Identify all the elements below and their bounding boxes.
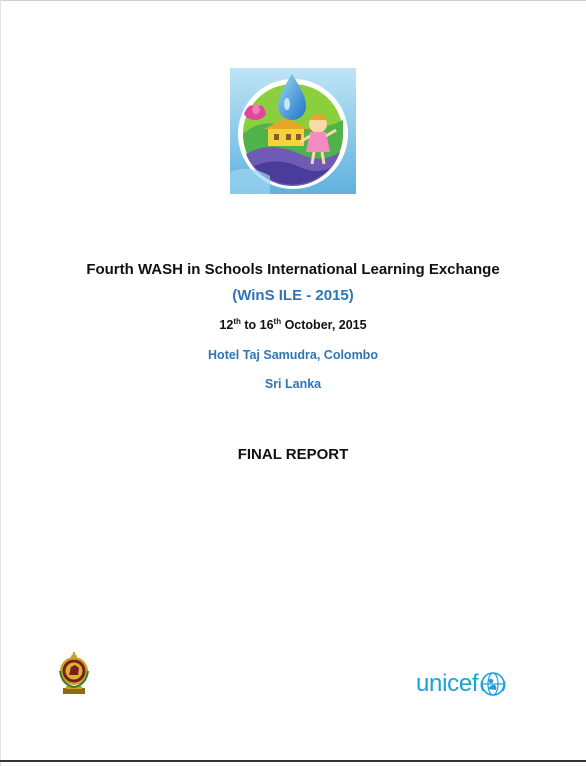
unicef-logo xyxy=(416,668,506,700)
document-title: Fourth WASH in Schools International Learning Exchange xyxy=(86,261,500,278)
month-year: October, 2015 xyxy=(281,318,367,332)
event-venue: Hotel Taj Samudra, Colombo xyxy=(208,348,378,362)
unicef-wordmark: unicef xyxy=(416,670,479,697)
event-country: Sri Lanka xyxy=(264,377,322,391)
report-label: FINAL REPORT xyxy=(237,446,349,463)
unicef-globe-icon xyxy=(480,671,506,697)
end-day: 16 xyxy=(259,318,274,332)
bottom-rule xyxy=(0,760,586,762)
sri-lanka-national-emblem xyxy=(58,651,90,696)
event-dates xyxy=(0,318,586,332)
start-day-suffix: th xyxy=(233,317,241,326)
dates-connector: to xyxy=(240,318,260,332)
start-day: 12 xyxy=(219,318,234,332)
document-subtitle: (WinS ILE - 2015) xyxy=(232,287,354,304)
wash-in-schools-logo xyxy=(230,68,356,194)
end-day-suffix: th xyxy=(273,317,282,326)
page-border-top xyxy=(0,0,586,1)
